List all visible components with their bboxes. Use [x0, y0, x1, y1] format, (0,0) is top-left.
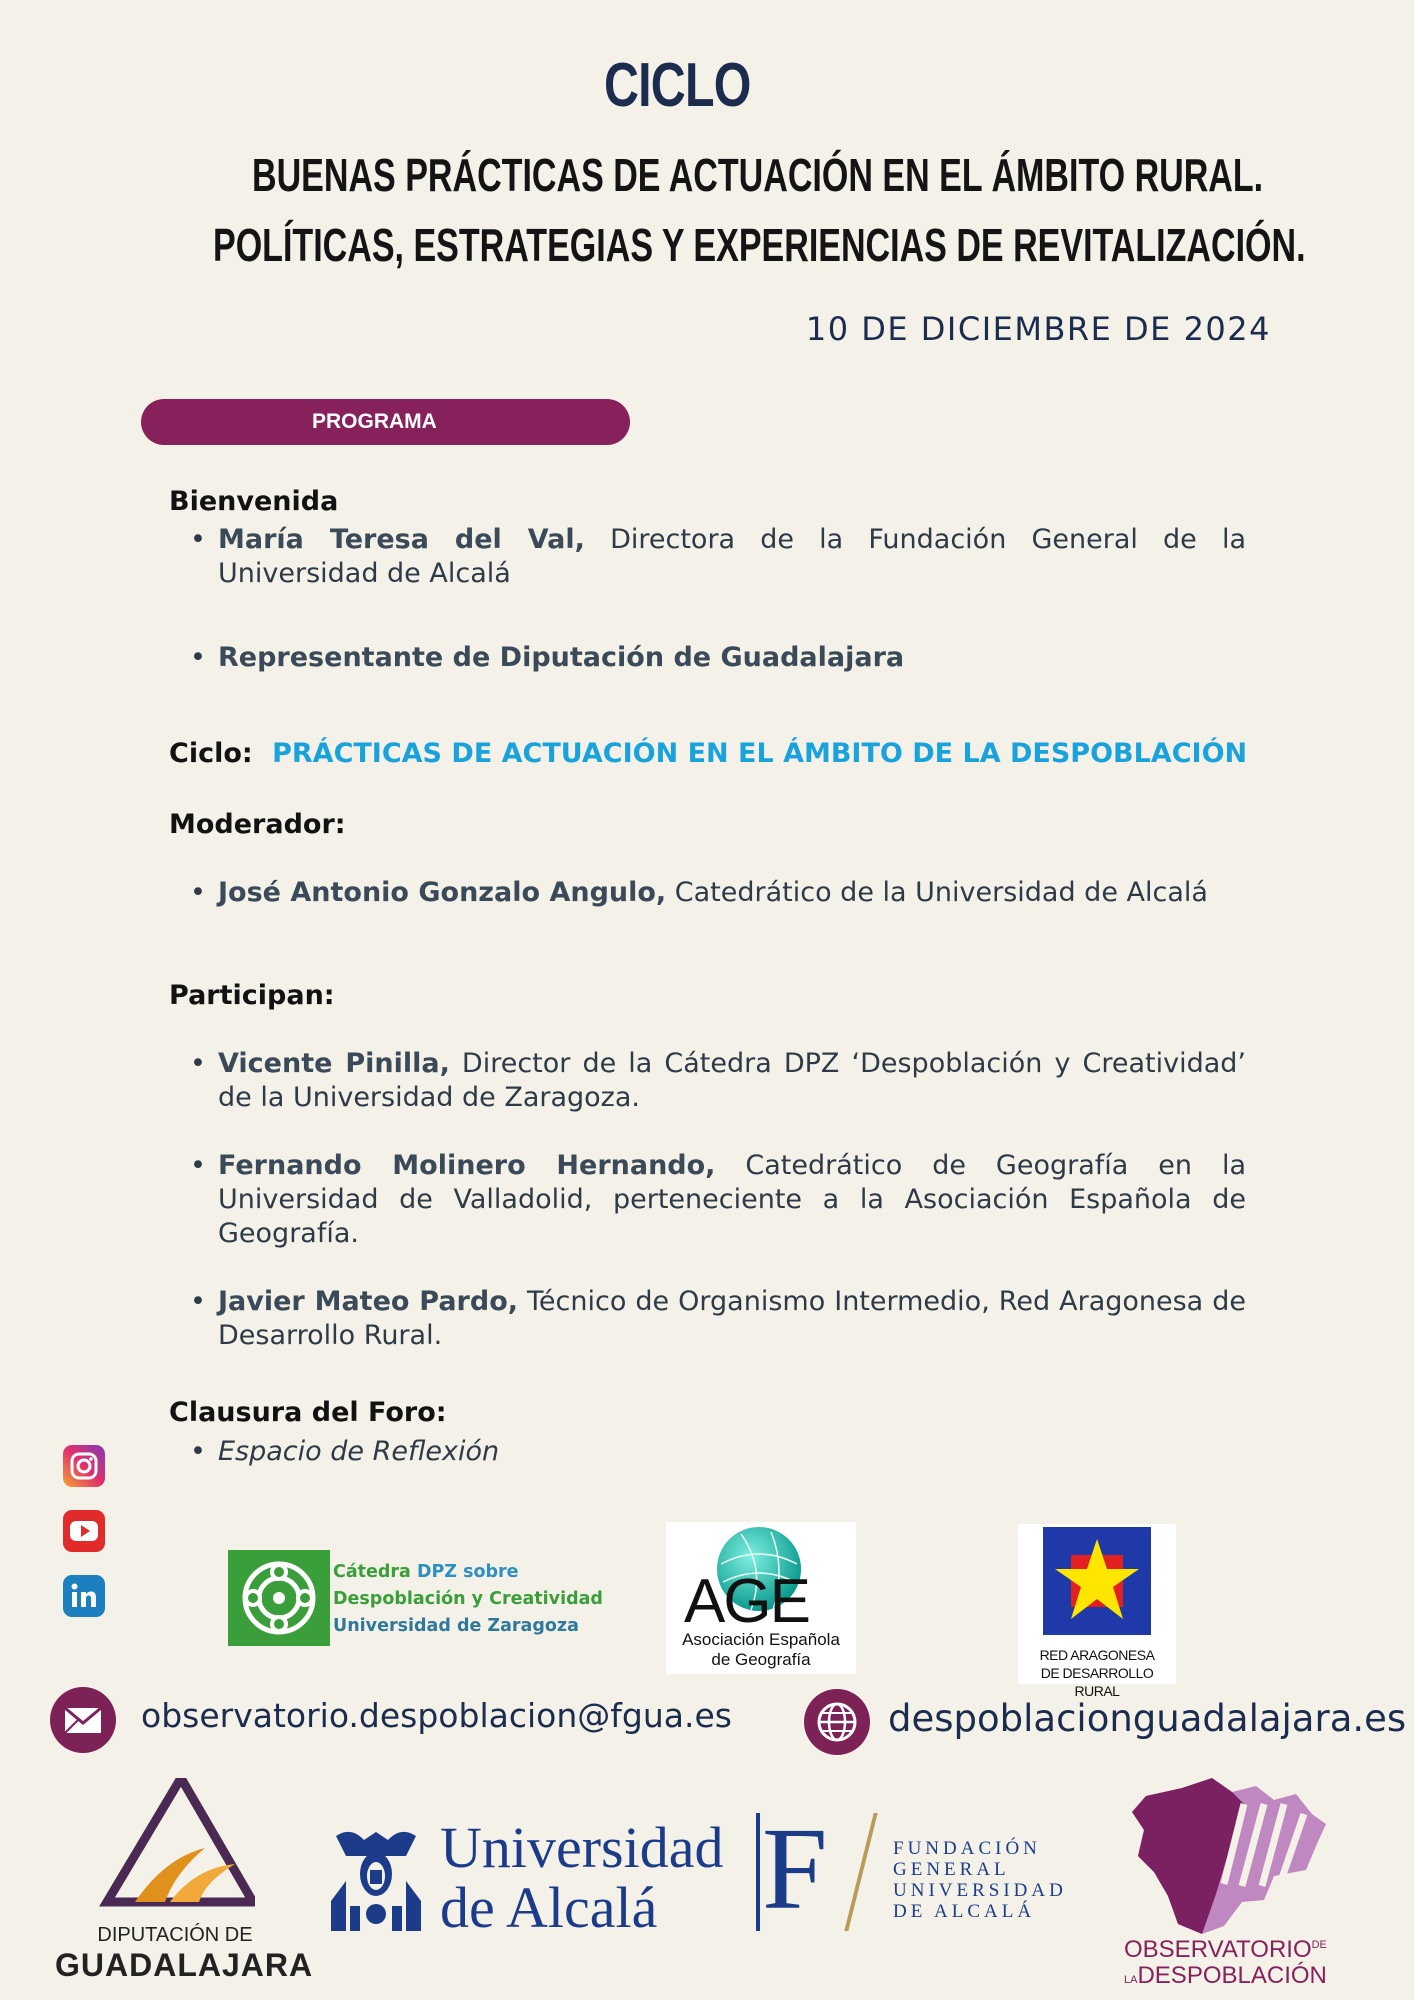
- red-aragonesa-logo: [1018, 1524, 1176, 1699]
- speaker-role: Catedrático de la Universidad de Alcalá: [666, 877, 1208, 908]
- moderador-heading: Moderador:: [169, 809, 346, 840]
- bienvenida-heading: Bienvenida: [169, 486, 339, 517]
- speaker-role: Directora de la Fundación General de la Universidad de Alcalá: [218, 524, 1246, 589]
- participant-item: [218, 1149, 1246, 1251]
- speaker-name: María Teresa del Val,: [218, 524, 585, 555]
- speaker-name: Javier Mateo Pardo,: [218, 1286, 519, 1317]
- event-date: 10 DE DICIEMBRE DE 2024: [805, 310, 1271, 348]
- email-icon[interactable]: [50, 1687, 116, 1753]
- fgua-letter: F: [762, 1803, 828, 1934]
- diputacion-guadalajara-logo: [55, 1778, 314, 1990]
- diputacion-text: DIPUTACIÓN DE GUADALAJARA: [55, 1924, 314, 1983]
- ciclo-name: PRÁCTICAS DE ACTUACIÓN EN EL ÁMBITO DE LA DESPOBLACIÓN: [272, 738, 1248, 769]
- age-name: Asociación Española de Geografía: [682, 1630, 840, 1669]
- bienvenida-item: [218, 641, 1246, 675]
- speaker-role: Catedrático de Geografía en la Universidad de Valladolid, perteneciente a la Asociación Española de Geografía.: [218, 1150, 1247, 1249]
- globe-icon[interactable]: [804, 1689, 870, 1755]
- fgua-slash: [844, 1813, 877, 1931]
- participant-item: [218, 1047, 1246, 1115]
- speaker-role: Director de la Cátedra DPZ ‘Despoblación y Creatividad’ de la Universidad de Zaragoza.: [218, 1048, 1246, 1113]
- cycle-title-line-1: BUENAS PRÁCTICAS DE ACTUACIÓN EN EL ÁMBITO RURAL.: [252, 149, 1264, 201]
- programa-label: PROGRAMA: [312, 410, 437, 433]
- youtube-icon[interactable]: [63, 1510, 105, 1552]
- age-abbr: AGE: [684, 1567, 809, 1636]
- catedra-dpz-logo: [228, 1550, 330, 1646]
- instagram-icon[interactable]: [63, 1445, 105, 1487]
- observatorio-text: $OBSERVATORIO^{DE}$ LADESPOBLACIÓN: [1124, 1936, 1327, 1989]
- ciclo-title: CICLO: [604, 51, 751, 120]
- speaker-name: Fernando Molinero Hernando,: [218, 1150, 716, 1181]
- ciclo-label: Ciclo:: [169, 738, 253, 769]
- participant-item: [218, 1285, 1246, 1353]
- observatorio-map-icon: [1124, 1774, 1338, 1946]
- fgua-divider: [756, 1813, 760, 1931]
- contact-email[interactable]: observatorio.despoblacion@fgua.es: [141, 1696, 732, 1735]
- uah-crest-icon: [326, 1826, 426, 1936]
- catedra-line-1: Cátedra DPZ sobre: [333, 1562, 519, 1582]
- cycle-title-line-2: POLÍTICAS, ESTRATEGIAS Y EXPERIENCIAS DE REVITALIZACIÓN.: [213, 219, 1306, 271]
- contact-website[interactable]: despoblacionguadalajara.es: [888, 1697, 1407, 1740]
- age-logo: [666, 1522, 856, 1674]
- bienvenida-item: [218, 523, 1246, 591]
- programa-banner: [141, 399, 630, 445]
- catedra-dpz-text: [333, 1559, 603, 1640]
- linkedin-icon[interactable]: [63, 1575, 105, 1617]
- moderador-item: [218, 876, 1246, 910]
- clausura-item: • Espacio de Reflexión: [218, 1435, 1246, 1469]
- speaker-name: Vicente Pinilla,: [218, 1048, 450, 1079]
- uah-wordmark: Universidad de Alcalá: [440, 1815, 724, 1940]
- catedra-line-2: Despoblación y Creatividad: [333, 1589, 603, 1609]
- clausura-heading: Clausura del Foro:: [169, 1397, 447, 1428]
- ciclo-line: [169, 738, 1247, 769]
- catedra-line-3: Universidad de Zaragoza: [333, 1616, 579, 1636]
- participan-heading: Participan:: [169, 980, 335, 1011]
- speaker-name: José Antonio Gonzalo Angulo,: [218, 877, 667, 908]
- red-aragonesa-text: RED ARAGONESA DE DESARROLLO RURAL: [1039, 1647, 1155, 1699]
- speaker-role: Técnico de Organismo Intermedio, Red Aragonesa de Desarrollo Rural.: [218, 1286, 1246, 1351]
- speaker-name: Representante de Diputación de Guadalajara: [218, 642, 905, 673]
- fgua-text: FUNDACIÓN GENERAL UNIVERSIDAD DE ALCALÁ: [893, 1838, 1067, 1922]
